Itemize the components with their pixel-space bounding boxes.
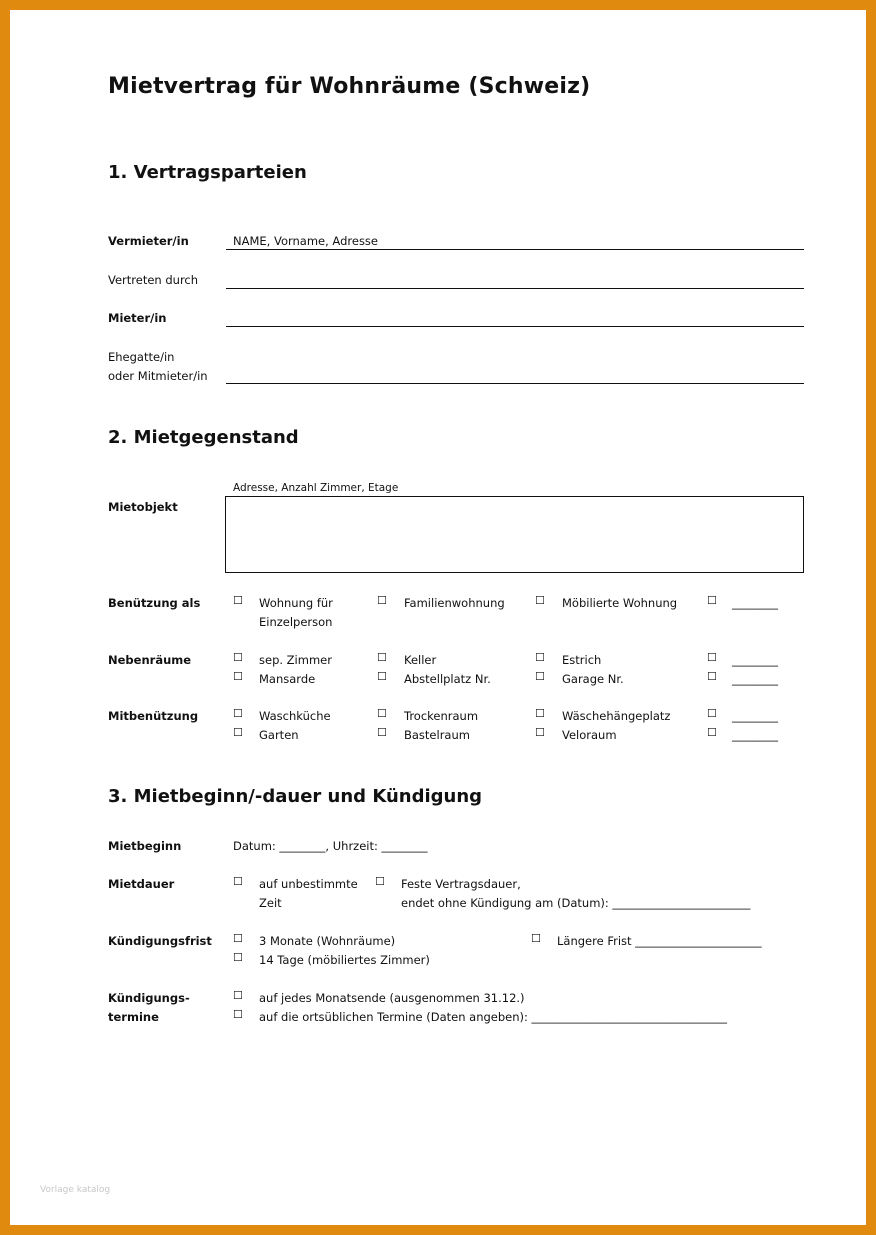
checkbox-monatsende[interactable]: ☐ xyxy=(233,989,243,1002)
checkbox-3-monate[interactable]: ☐ xyxy=(233,932,243,945)
watermark: Vorlage katalog xyxy=(40,1185,111,1195)
section-1-heading: 1. Vertragsparteien xyxy=(108,162,307,183)
option-unbestimmte-zeit-1: auf unbestimmte xyxy=(259,877,358,891)
section-2-heading: 2. Mietgegenstand xyxy=(108,427,299,448)
checkbox-mitbenutzung-other-1[interactable]: ☐ xyxy=(707,707,717,720)
option-estrich: Estrich xyxy=(562,653,602,667)
option-feste-vertragsdauer-2[interactable]: endet ohne Kündigung am (Datum): ________________________ xyxy=(401,896,751,910)
vermieter-label: Vermieter/in xyxy=(108,234,189,248)
mietbeginn-fields[interactable]: Datum: ________, Uhrzeit: ________ xyxy=(233,839,428,853)
checkbox-garage[interactable]: ☐ xyxy=(535,670,545,683)
vertreten-field-line[interactable] xyxy=(226,288,804,289)
option-benutzung-other[interactable]: ________ xyxy=(732,596,778,610)
option-garage: Garage Nr. xyxy=(562,672,624,686)
checkbox-nebenraeume-other-1[interactable]: ☐ xyxy=(707,651,717,664)
checkbox-mansarde[interactable]: ☐ xyxy=(233,670,243,683)
option-nebenraeume-other-2[interactable]: ________ xyxy=(732,672,778,686)
option-familienwohnung: Familienwohnung xyxy=(404,596,505,610)
checkbox-sep-zimmer[interactable]: ☐ xyxy=(233,651,243,664)
checkbox-familienwohnung[interactable]: ☐ xyxy=(377,594,387,607)
mieter-label: Mieter/in xyxy=(108,311,167,325)
vermieter-field-line[interactable] xyxy=(226,249,804,250)
option-keller: Keller xyxy=(404,653,437,667)
section-3-heading: 3. Mietbeginn/-dauer und Kündigung xyxy=(108,786,483,807)
option-garten: Garten xyxy=(259,728,299,742)
option-sep-zimmer: sep. Zimmer xyxy=(259,653,332,667)
option-einzelperson: Einzelperson xyxy=(259,615,333,629)
checkbox-laengere-frist[interactable]: ☐ xyxy=(531,932,541,945)
checkbox-garten[interactable]: ☐ xyxy=(233,726,243,739)
ehegatte-label-2: oder Mitmieter/in xyxy=(108,369,208,383)
checkbox-nebenraeume-other-2[interactable]: ☐ xyxy=(707,670,717,683)
checkbox-mitbenutzung-other-2[interactable]: ☐ xyxy=(707,726,717,739)
kuendigungstermine-label-1: Kündigungs- xyxy=(108,991,190,1005)
option-waschkueche: Waschküche xyxy=(259,709,331,723)
option-unbestimmte-zeit-2: Zeit xyxy=(259,896,282,910)
checkbox-veloraum[interactable]: ☐ xyxy=(535,726,545,739)
checkbox-feste-vertragsdauer[interactable]: ☐ xyxy=(375,875,385,888)
option-3-monate: 3 Monate (Wohnräume) xyxy=(259,934,396,948)
kuendigungsfrist-label: Kündigungsfrist xyxy=(108,934,212,948)
checkbox-estrich[interactable]: ☐ xyxy=(535,651,545,664)
option-monatsende: auf jedes Monatsende (ausgenommen 31.12.) xyxy=(259,991,525,1005)
checkbox-unbestimmte-zeit[interactable]: ☐ xyxy=(233,875,243,888)
nebenraeume-label: Nebenräume xyxy=(108,653,192,667)
mietdauer-label: Mietdauer xyxy=(108,877,175,891)
option-bastelraum: Bastelraum xyxy=(404,728,470,742)
mietobjekt-label: Mietobjekt xyxy=(108,500,178,514)
ehegatte-label-1: Ehegatte/in xyxy=(108,350,175,364)
option-nebenraeume-other-1[interactable]: ________ xyxy=(732,653,778,667)
option-ortsuebliche-termine[interactable]: auf die ortsüblichen Termine (Daten angeben): __________________________________ xyxy=(259,1010,728,1024)
option-feste-vertragsdauer-1: Feste Vertragsdauer, xyxy=(401,877,521,891)
checkbox-abstellplatz[interactable]: ☐ xyxy=(377,670,387,683)
mietobjekt-textarea[interactable] xyxy=(225,496,804,573)
option-moebilierte-wohnung: Möbilierte Wohnung xyxy=(562,596,678,610)
mietobjekt-hint: Adresse, Anzahl Zimmer, Etage xyxy=(233,482,399,494)
option-trockenraum: Trockenraum xyxy=(404,709,479,723)
checkbox-moebilierte-wohnung[interactable]: ☐ xyxy=(535,594,545,607)
mitbenutzung-label: Mitbenützung xyxy=(108,709,199,723)
option-mitbenutzung-other-1[interactable]: ________ xyxy=(732,709,778,723)
checkbox-benutzung-other[interactable]: ☐ xyxy=(707,594,717,607)
checkbox-keller[interactable]: ☐ xyxy=(377,651,387,664)
checkbox-ortsuebliche-termine[interactable]: ☐ xyxy=(233,1008,243,1021)
checkbox-waeschehaengeplatz[interactable]: ☐ xyxy=(535,707,545,720)
kuendigungstermine-label-2: termine xyxy=(108,1010,159,1024)
checkbox-waschkueche[interactable]: ☐ xyxy=(233,707,243,720)
option-waeschehaengeplatz: Wäschehängeplatz xyxy=(562,709,671,723)
checkbox-wohnung-einzelperson[interactable]: ☐ xyxy=(233,594,243,607)
mietbeginn-label: Mietbeginn xyxy=(108,839,182,853)
checkbox-bastelraum[interactable]: ☐ xyxy=(377,726,387,739)
option-laengere-frist[interactable]: Längere Frist ______________________ xyxy=(557,934,762,948)
vertreten-label: Vertreten durch xyxy=(108,273,199,287)
document-page xyxy=(10,10,866,1225)
option-14-tage: 14 Tage (möbiliertes Zimmer) xyxy=(259,953,430,967)
option-mansarde: Mansarde xyxy=(259,672,316,686)
document-title: Mietvertrag für Wohnräume (Schweiz) xyxy=(108,74,591,99)
mieter-field-line[interactable] xyxy=(226,326,804,327)
benutzung-label: Benützung als xyxy=(108,596,201,610)
checkbox-trockenraum[interactable]: ☐ xyxy=(377,707,387,720)
ehegatte-field-line[interactable] xyxy=(226,383,804,384)
option-mitbenutzung-other-2[interactable]: ________ xyxy=(732,728,778,742)
vermieter-value[interactable]: NAME, Vorname, Adresse xyxy=(233,234,379,248)
checkbox-14-tage[interactable]: ☐ xyxy=(233,951,243,964)
option-veloraum: Veloraum xyxy=(562,728,617,742)
option-wohnung-fuer: Wohnung für xyxy=(259,596,333,610)
option-abstellplatz: Abstellplatz Nr. xyxy=(404,672,491,686)
